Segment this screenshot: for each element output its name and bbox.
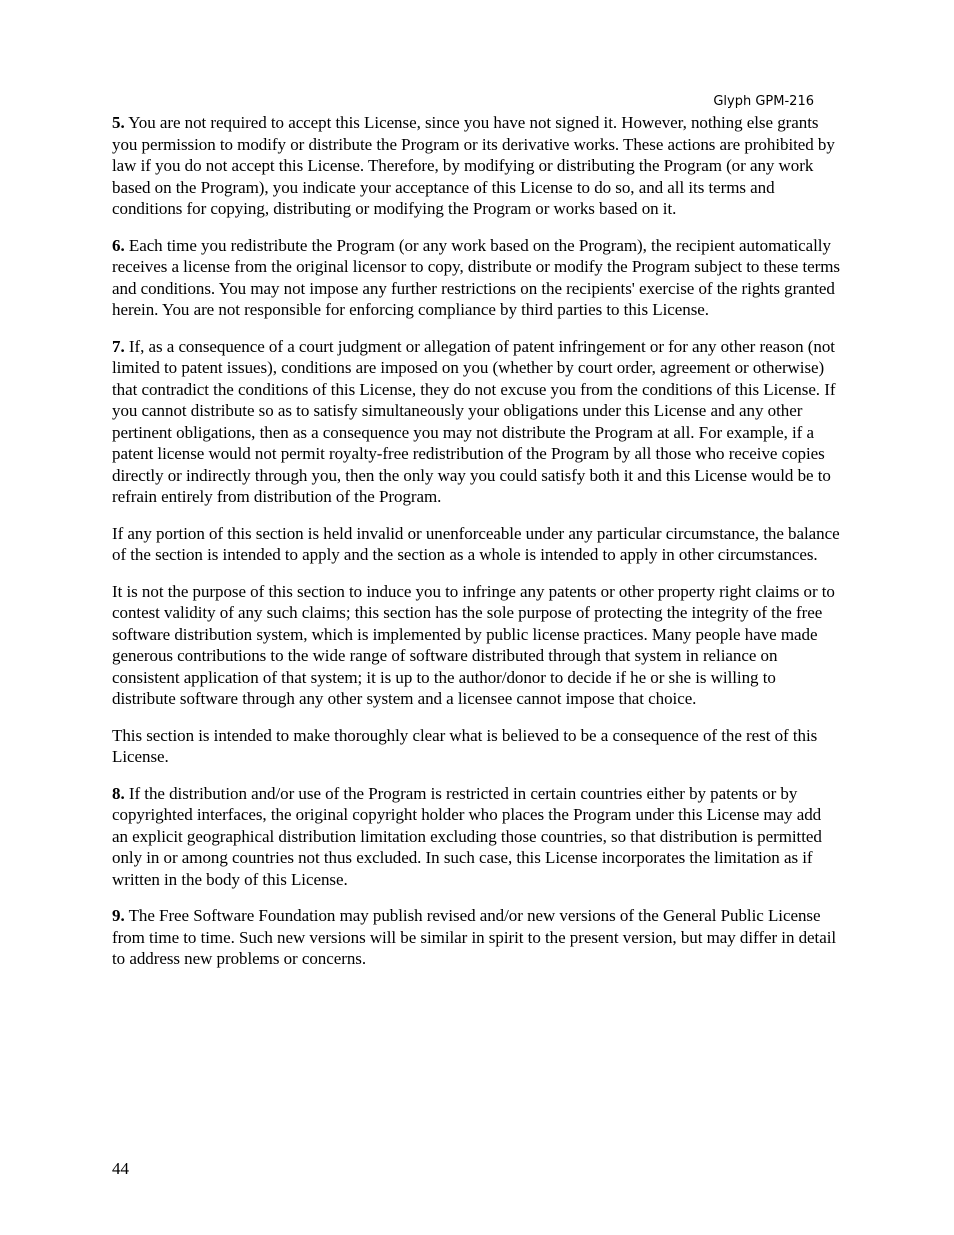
paragraph-number: 6. [112, 235, 125, 255]
paragraph-number: 5. [112, 113, 125, 132]
page-number: 44 [112, 1159, 129, 1178]
license-paragraph-7-purpose [112, 581, 840, 710]
paragraph-text: Each time you redistribute the Program (or any work based on the Program), the recipient automatically receives a license from the original licensor to copy, distribute or modify the Program subject to these terms and conditions. You may not impose any further restrictions on the recipients' exercise of the rights granted herein. You are not responsible for enforcing compliance by third parties to this License. [112, 235, 840, 319]
paragraph-number: 7. [112, 336, 125, 356]
license-paragraph-7-clarification [112, 725, 840, 768]
paragraph-number: 9. [112, 906, 125, 925]
paragraph-text: The Free Software Foundation may publish revised and/or new versions of the General Public License from time to time. Such new versions will be similar in spirit to the present version, but may differ in detail to address new problems or concerns. [112, 906, 837, 968]
paragraph-text: If, as a consequence of a court judgment or allegation of patent infringement or for any other reason (not limited to patent issues), conditions are imposed on you (whether by court order, agreement or otherwise) that contradict the conditions of this License, they do not excuse you from the conditions of this License. If you cannot distribute so as to satisfy simultaneously your obligations under this License and any other pertinent obligations, then as a consequence you may not distribute the Program at all. For example, if a patent license would not permit royalty-free redistribution of the Program by all those who receive copies directly or indirectly through you, then the only way you could satisfy both it and this License would be to refrain entirely from distribution of the Program. [112, 336, 836, 506]
license-paragraph-8 [112, 783, 840, 891]
license-paragraph-9 [112, 905, 840, 970]
license-paragraph-5 [112, 112, 840, 220]
paragraph-text: You are not required to accept this License, since you have not signed it. However, nothing else grants you permission to modify or distribute the Program or its derivative works. These actions are prohibited by law if you do not accept this License. Therefore, by modifying or distributing the Program (or any work based on the Program), you indicate your acceptance of this License to do so, and all its terms and conditions for copying, distributing or modifying the Program or works based on it. [112, 113, 835, 218]
paragraph-text: If any portion of this section is held invalid or unenforceable under any particular circumstance, the balance of the section is intended to apply and the section as a whole is intended to apply in other circumstances. [112, 523, 840, 564]
paragraph-text: It is not the purpose of this section to induce you to infringe any patents or other property right claims or to contest validity of any such claims; this section has the sole purpose of protecting the integrity of the free software distribution system, which is implemented by public license practices. Many people have made generous contributions to the wide range of software distributed through that system in reliance on consistent application of that system; it is up to the author/donor to decide if he or she is willing to distribute software through any other system and a licensee cannot impose that choice. [112, 581, 835, 708]
license-paragraph-7-invalid-portion [112, 523, 840, 566]
paragraph-text: This section is intended to make thoroughly clear what is believed to be a consequence of the rest of this License. [112, 725, 818, 766]
paragraph-text: If the distribution and/or use of the Program is restricted in certain countries either by patents or by copyrighted interfaces, the original copyright holder who places the Program under this License may add an explicit geographical distribution limitation excluding those countries, so that distribution is permitted only in or among countries not thus excluded. In such case, this License incorporates the limitation as if written in the body of this License. [112, 783, 822, 889]
paragraph-number: 8. [112, 783, 125, 803]
document-body [112, 112, 840, 985]
running-header: Glyph GPM-216 [713, 94, 814, 109]
license-paragraph-7 [112, 336, 840, 508]
license-paragraph-6 [112, 235, 840, 321]
